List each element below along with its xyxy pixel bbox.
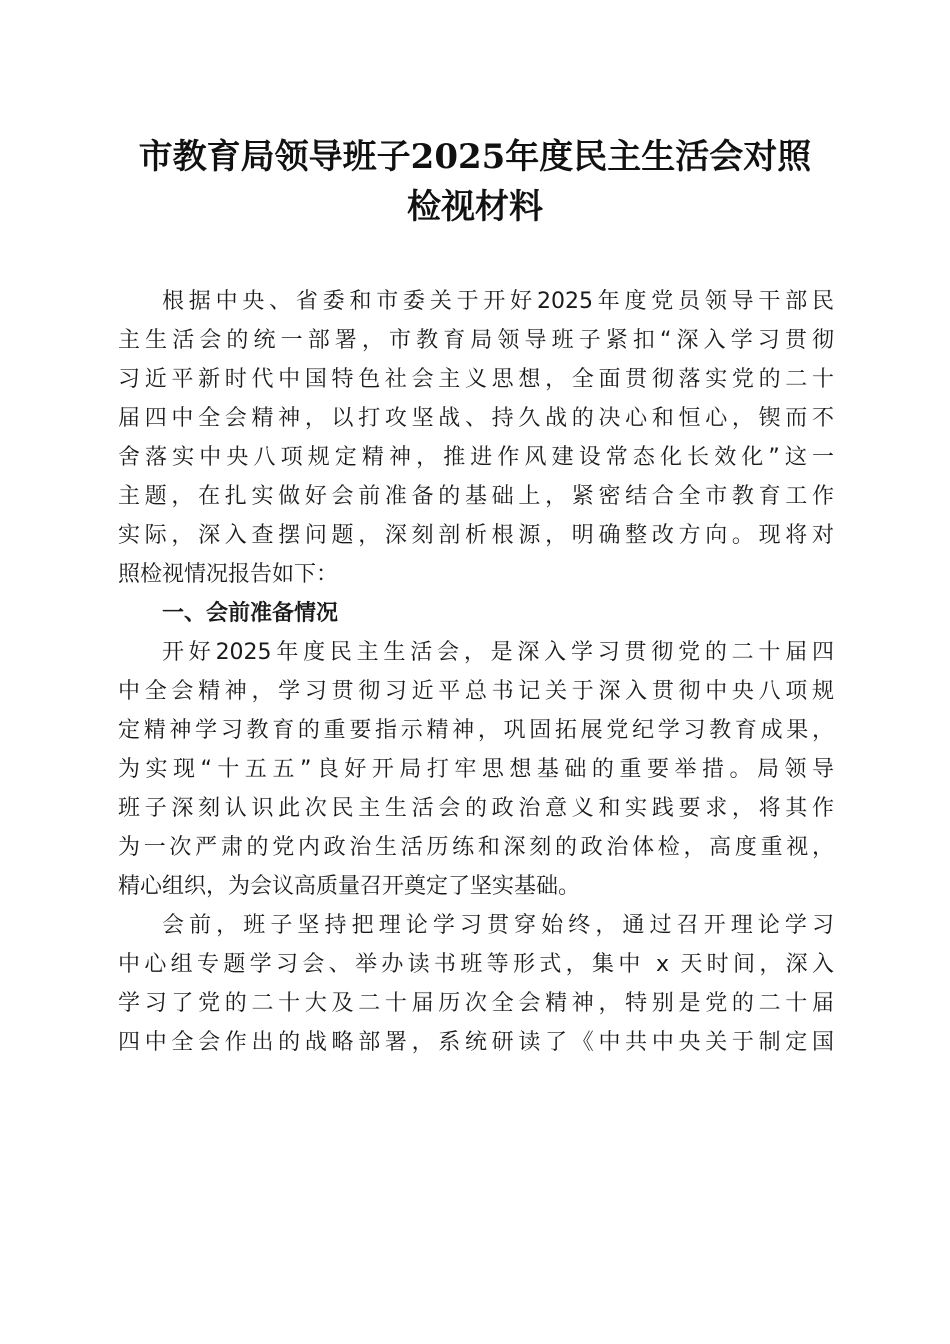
text-line: 精心组织，为会议高质量召开奠定了坚实基础。 xyxy=(118,874,581,899)
text-line: 开好2025年度民主生活会，是深入学习贯彻党的二十届四 xyxy=(162,640,834,665)
section-heading: 一、会前准备情况 xyxy=(162,601,339,626)
paragraph-preparation xyxy=(118,633,834,906)
text-line: 定精神学习教育的重要指示精神，巩固拓展党纪学习教育成果， xyxy=(118,718,834,743)
text-line: 届四中全会精神，以打攻坚战、持久战的决心和恒心，锲而不 xyxy=(118,406,834,431)
title-line-2: 检视材料 xyxy=(407,187,543,227)
document-body xyxy=(118,282,834,1062)
text-line: 主生活会的统一部署，市教育局领导班子紧扣“深入学习贯彻 xyxy=(118,328,834,353)
text-line: 中全会精神，学习贯彻习近平总书记关于深入贯彻中央八项规 xyxy=(118,679,834,704)
text-line: 根据中央、省委和市委关于开好2025年度党员领导干部民 xyxy=(162,289,834,314)
paragraph-intro xyxy=(118,282,834,594)
text-line: 主题，在扎实做好会前准备的基础上，紧密结合全市教育工作 xyxy=(118,484,834,509)
paragraph-study xyxy=(118,906,834,1062)
text-line: 四中全会作出的战略部署，系统研读了《中共中央关于制定国 xyxy=(118,1030,834,1055)
text-line: 学习了党的二十大及二十届历次全会精神，特别是党的二十届 xyxy=(118,991,834,1016)
text-line: 班子深刻认识此次民主生活会的政治意义和实践要求，将其作 xyxy=(118,796,834,821)
text-line: 实际，深入查摆问题，深刻剖析根源，明确整改方向。现将对 xyxy=(118,523,834,548)
text-line: 为实现“十五五”良好开局打牢思想基础的重要举措。局领导 xyxy=(118,757,834,782)
text-line: 照检视情况报告如下： xyxy=(118,562,339,587)
document-title xyxy=(100,132,850,232)
text-line: 会前，班子坚持把理论学习贯穿始终，通过召开理论学习 xyxy=(162,913,834,938)
text-line: 中心组专题学习会、举办读书班等形式，集中 x 天时间，深入 xyxy=(118,952,834,977)
text-line: 舍落实中央八项规定精神，推进作风建设常态化长效化”这一 xyxy=(118,445,834,470)
text-line: 为一次严肃的党内政治生活历练和深刻的政治体检，高度重视， xyxy=(118,835,834,860)
title-line-1: 市教育局领导班子2025年度民主生活会对照 xyxy=(138,137,812,177)
text-line: 习近平新时代中国特色社会主义思想，全面贯彻落实党的二十 xyxy=(118,367,834,392)
